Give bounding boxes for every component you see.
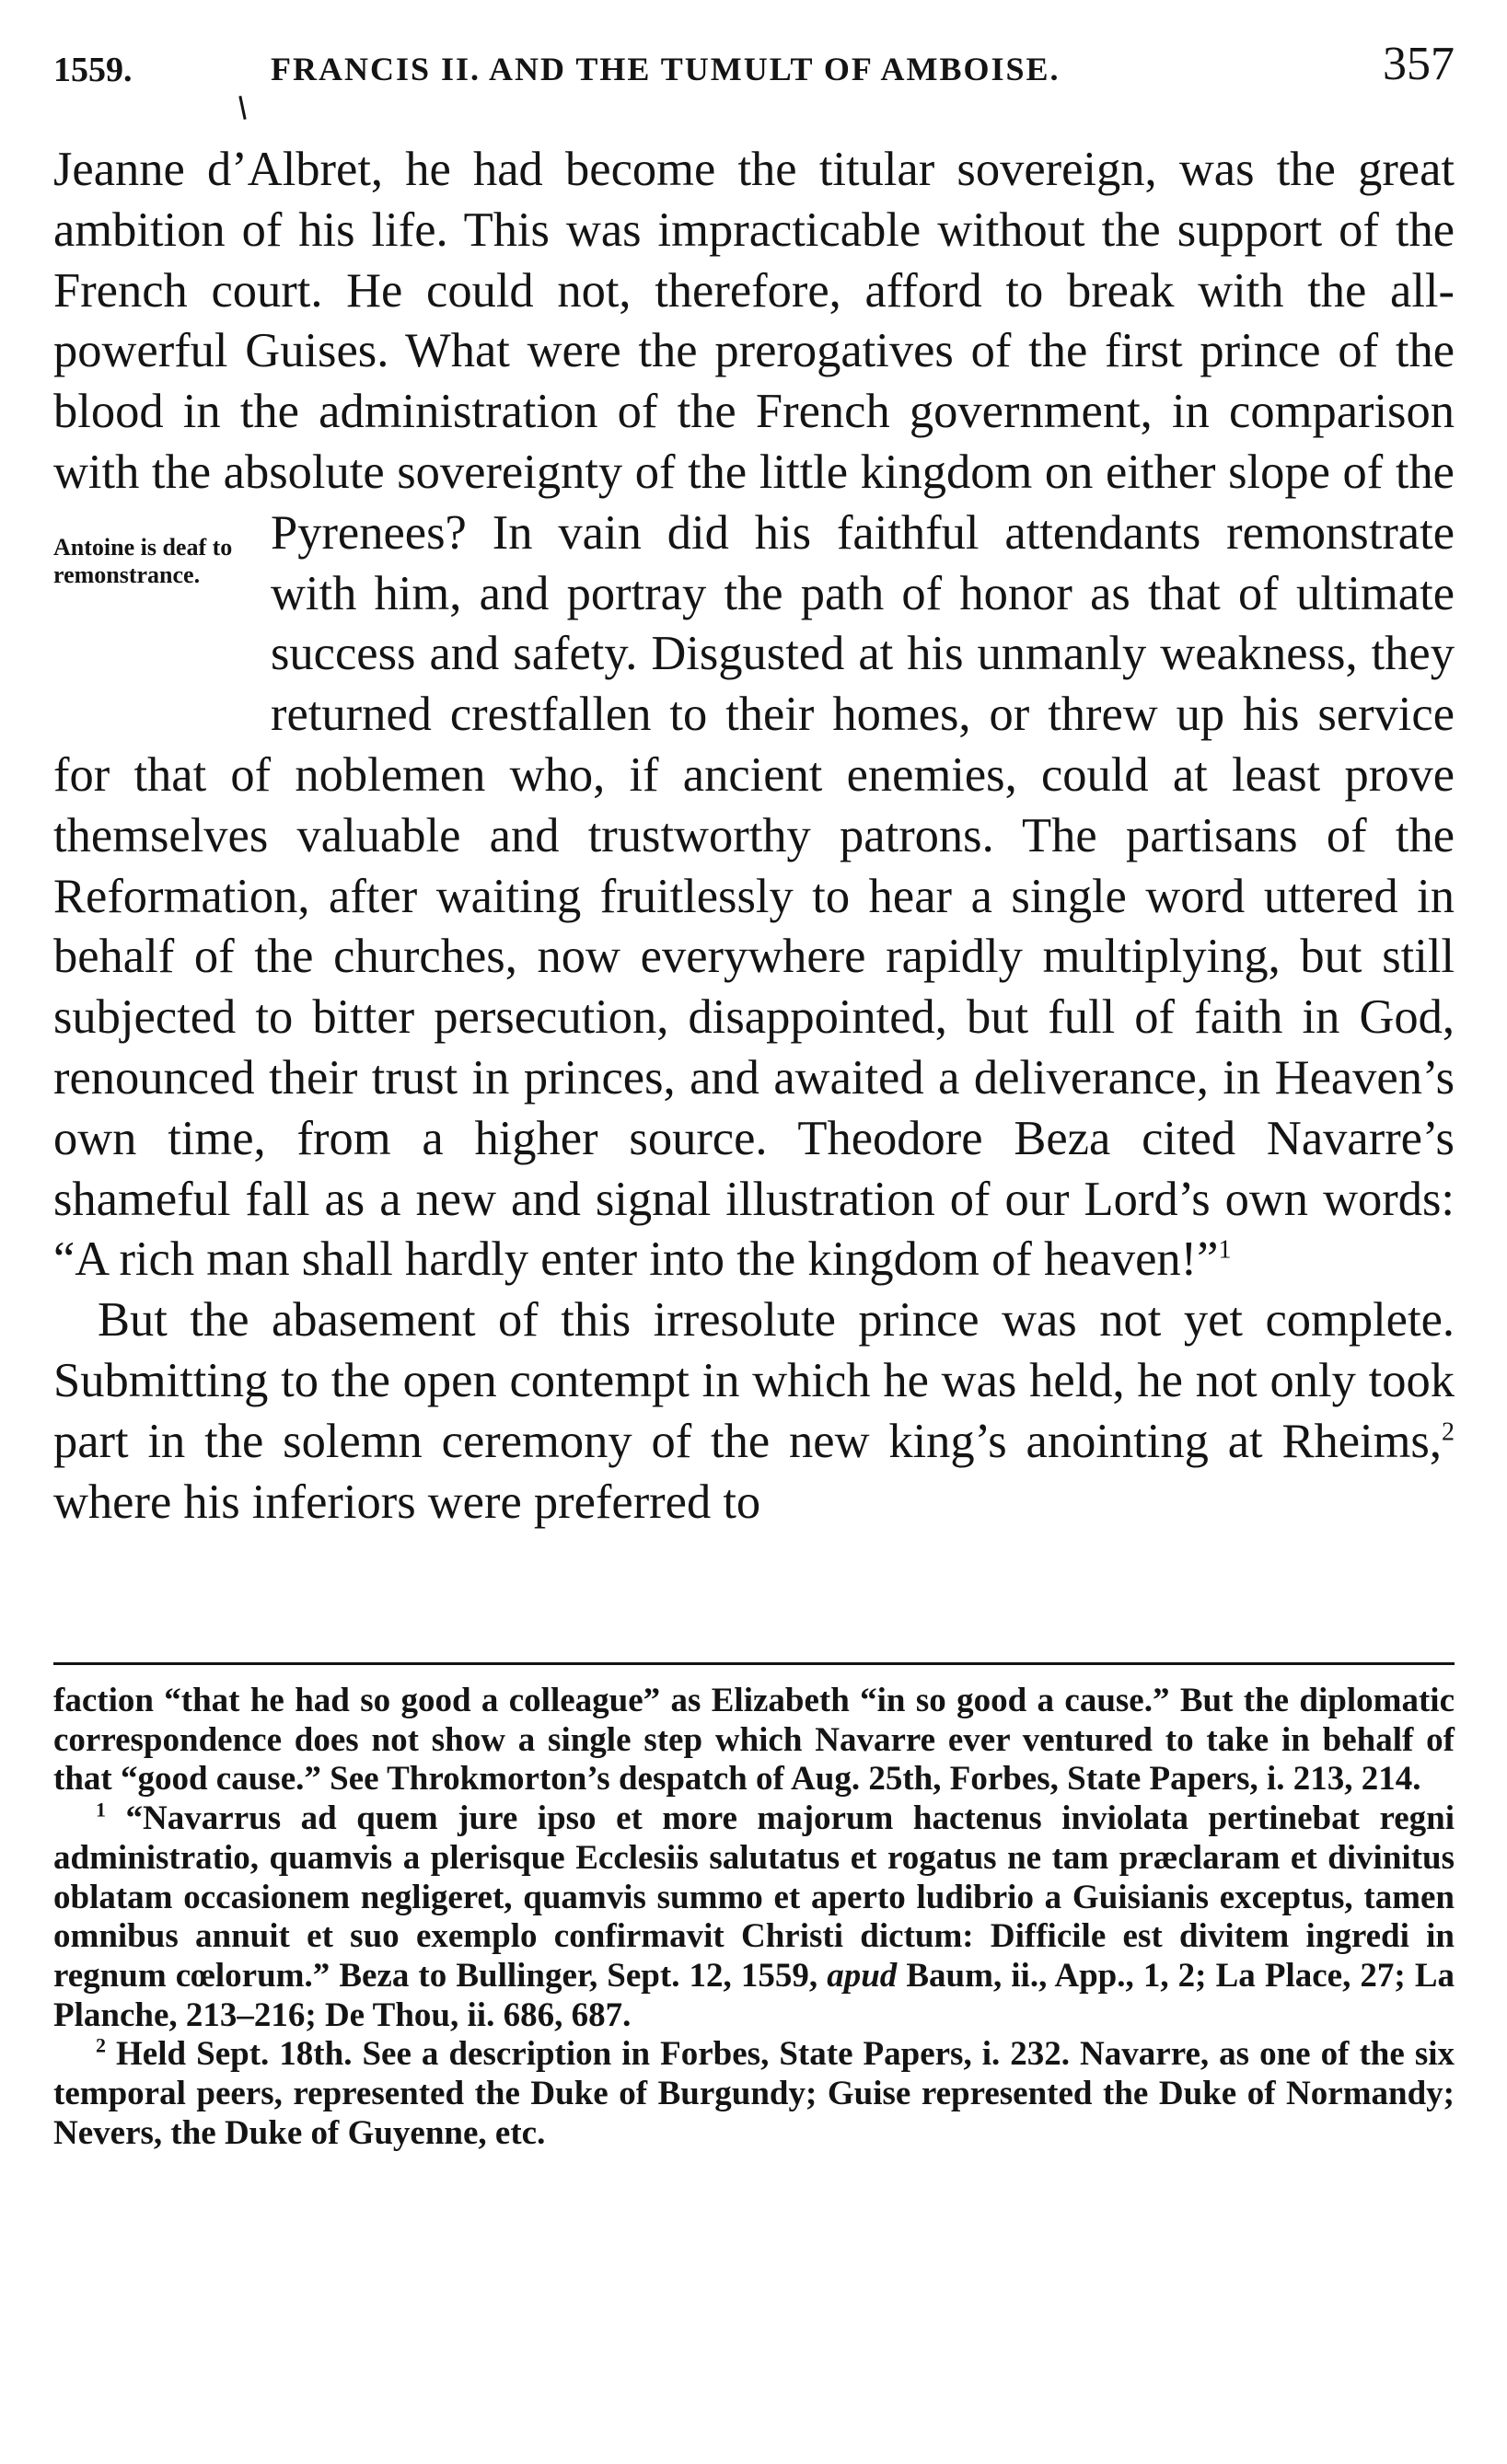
running-head-title: FRANCIS II. AND THE TUMULT OF AMBOISE. [271, 51, 1061, 87]
footnote-1-text-end: Baum, ii., App., 1, 2; La Place, 27; La Planche, 213–216; De Thou, ii. 686, 687. [53, 1956, 1455, 2034]
footnotes [53, 1682, 1455, 2153]
sidenote-gap [53, 534, 271, 718]
running-head [53, 37, 1455, 92]
footnote-2-text: Held Sept. 18th. See a description in Forbes, State Papers, i. 232. Navarre, as one of the six temporal peers, represented the Duke of Burgundy; Guise represented the Duke of Normandy; Nevers, the Duke of Guyenne, etc. [53, 2035, 1455, 2152]
footnote-1-text: “Navarrus ad quem jure ipso et more majorum hactenus inviolata pertinebat regni administratio, quamvis a plerisque Ecclesiis salutatus et rogatus ne tam præclaram et divinitus oblatam occasionem negligeret, quamvis summo et aperto ludibrio a Guisianis exceptus, tamen omnibus annuit et suo exemplo confirmavit Christi dictum: Difficile est divitem ingredi in regnum cœlorum.” Beza to Bullinger, Sept. 12, 1559, [53, 1799, 1455, 1995]
margin-note: Antoine is deaf to remonstrance. [53, 533, 233, 588]
printer-mark [238, 96, 246, 120]
book-page [53, 0, 1455, 2464]
body-paragraph-2-part-1: But the abasement of this irresolute prince was not yet complete. Submitting to the open contempt in which he was held, he not only took part in the solemn ceremony of the new king’s anointing at Rheims, [53, 1293, 1455, 1468]
footnote-continued: faction “that he had so good a colleague” as Elizabeth “in so good a cause.” But the diplomatic correspondence does not show a single step which Navarre ever ventured to take in behalf of that “good cause.” See Throkmorton’s despatch of Aug. 25th, Forbes, State Papers, i. 213, 214. [53, 1682, 1455, 1799]
body-paragraph-1-part-2: In vain did his faithful attendants remonstrate with him, and portray the path of honor as that of ultimate success and safety. Disgusted at his unmanly weakness, they returned crestfallen to their homes, or threw up his service for that of noblemen who, if ancient enemies, could at least prove themselves valuable and trustworthy patrons. The partisans of the Reformation, after waiting fruitlessly to hear a single word uttered in behalf of the churches, now everywhere rapidly multiplying, but still subjected to bitter persecution, disappointed, but full of faith in God, renounced their trust in princes, and awaited a deliverance, in Heaven’s own time, from a higher source. Theodore Beza cited Navarre’s shameful fall as a new and signal illustration of our Lord’s own words: “A rich man shall hardly enter into the kingdom of heaven!” [53, 505, 1455, 1287]
body-paragraph-1-part-1: Jeanne d’Albret, he had become the titular sovereign, was the great ambition of his life. This was impracticable without the support of the French court. He could not, therefore, afford to break with the all-powerful Guises. What were the prerogatives of the first prince of the blood in the administration of the French government, in comparison with the absolute sovereignty of the little kingdom on either slope of the Pyrenees? [53, 143, 1455, 560]
body-paragraph-1 [53, 140, 1455, 1290]
body-paragraph-2-part-2: where his inferiors were preferred to [53, 1475, 761, 1529]
footnote-2-number: 2 [96, 2034, 106, 2057]
footnote-ref-2: 2 [1442, 1417, 1455, 1447]
footnote-1-number: 1 [96, 1798, 106, 1822]
footnote-ref-1: 1 [1218, 1235, 1232, 1265]
footnote-1 [53, 1799, 1455, 2035]
body-paragraph-2 [53, 1290, 1455, 1533]
running-head-year: 1559. [53, 51, 133, 89]
page-number: 357 [1383, 38, 1455, 90]
footnote-2 [53, 2035, 1455, 2153]
footnote-divider [53, 1662, 1455, 1665]
main-text [53, 140, 1455, 1533]
footnote-1-italic: apud [827, 1956, 898, 1995]
